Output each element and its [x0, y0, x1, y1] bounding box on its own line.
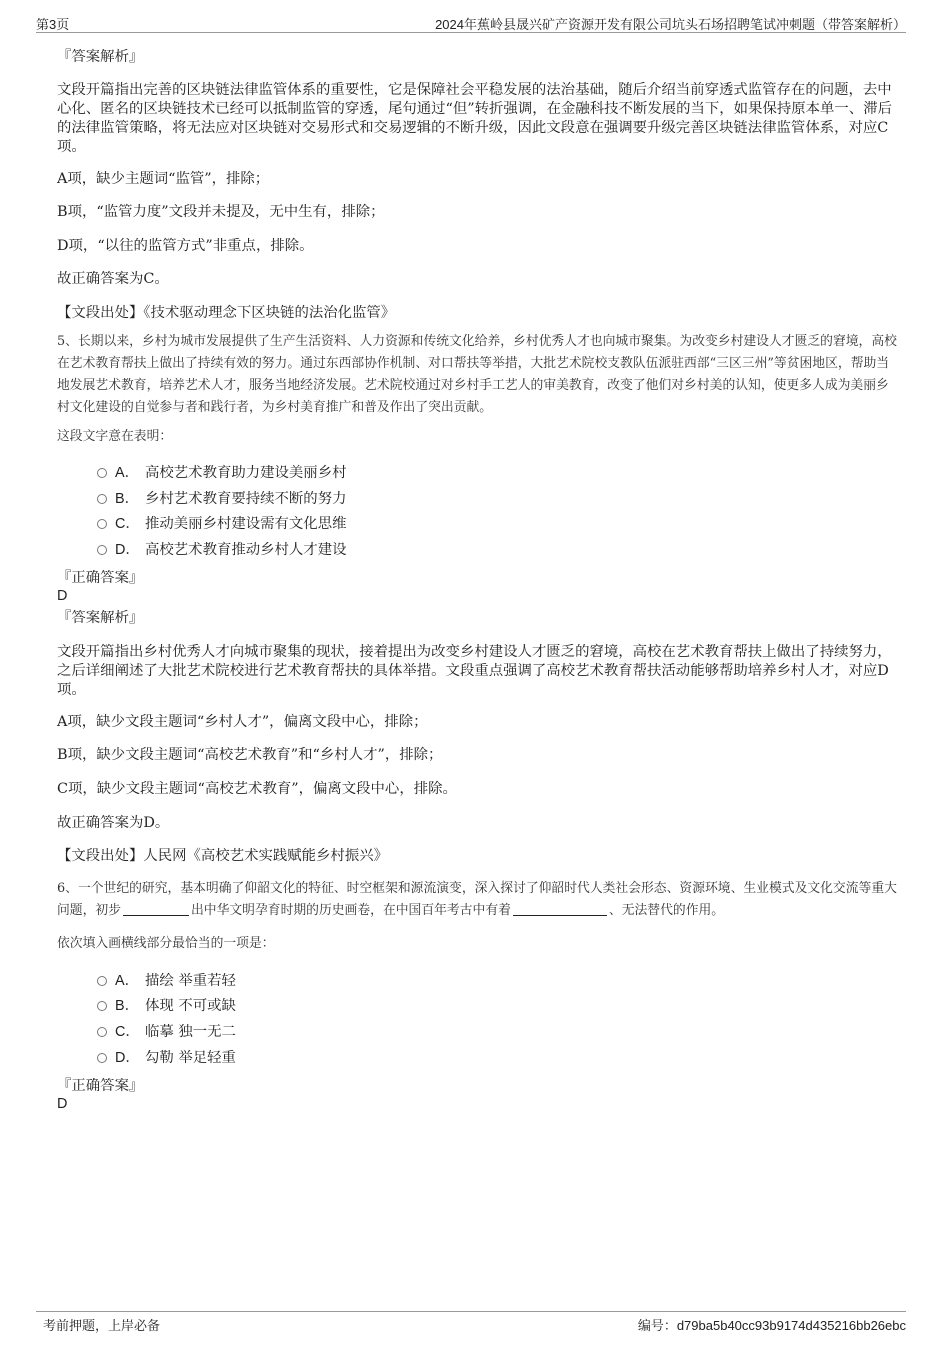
option-text: 描绘 举重若轻: [145, 973, 236, 989]
q5-option-b[interactable]: [97, 490, 346, 508]
q4-source: 【文段出处】《技术驱动理念下区块链的法治化监管》: [57, 305, 396, 321]
q5-option-c[interactable]: [97, 515, 346, 533]
radio-icon[interactable]: [97, 468, 107, 478]
option-letter: B．: [115, 491, 139, 507]
page-number: 第3页: [36, 17, 70, 32]
option-letter: C．: [115, 516, 140, 532]
radio-icon[interactable]: [97, 976, 107, 986]
q5-question-text: 5、长期以来，乡村为城市发展提供了生产生活资料、人力资源和传统文化给养，乡村优秀人才也向城市聚集。为改变乡村建设人才匮乏的窘境，高校在艺术教育帮扶上做出了持续有效的努力。通过东西部协作机制、对口帮扶等举措，大批艺术院校支教队伍派驻西部“三区三州”等贫困地区，帮助当地发展艺术教育，培养艺术人才，服务当地经济发展。艺术院校通过对乡村手工艺人的审美教育，改变了他们对乡村美的认知，使更多人成为美丽乡村文化建设的自觉参与者和践行者，为乡村美育推广和普及作出了突出贡献。: [57, 334, 897, 415]
q5-source: 【文段出处】人民网《高校艺术实践赋能乡村振兴》: [57, 848, 388, 864]
option-text: 体现 不可或缺: [145, 998, 236, 1014]
q5-analysis-text: 文段开篇指出乡村优秀人才向城市聚集的现状，接着提出为改变乡村建设人才匮乏的窘境，高校在艺术教育帮扶上做出了持续努力，之后详细阐述了大批艺术院校进行艺术教育帮扶的具体举措。文段重点强调了高校艺术教育帮扶活动能够帮助培养乡村人才，对应D项。: [57, 644, 892, 698]
q5-answer: D: [57, 588, 68, 604]
q5-conclusion: 故正确答案为D。: [57, 815, 170, 831]
q5-prompt: 这段文字意在表明：: [57, 429, 173, 444]
option-letter: D．: [115, 542, 140, 558]
q6-question-text: [57, 878, 897, 922]
option-letter: B．: [115, 998, 139, 1014]
q6-answer-label: 『正确答案』: [57, 1078, 144, 1094]
q6-option-a[interactable]: [97, 972, 236, 990]
option-text: 高校艺术教育推动乡村人才建设: [145, 542, 347, 558]
option-text: 临摹 独一无二: [145, 1024, 236, 1040]
option-letter: C．: [115, 1024, 140, 1040]
document-code: 编号：d79ba5b40cc93b9174d435216bb26ebc: [637, 1318, 906, 1333]
q6-answer: D: [57, 1096, 68, 1112]
q6-option-b[interactable]: [97, 997, 236, 1015]
fill-blank-2[interactable]: [513, 903, 607, 916]
q4-item-b: B项，“监管力度”文段并未提及，无中生有，排除；: [57, 204, 385, 220]
radio-icon[interactable]: [97, 545, 107, 555]
q5-answer-label: 『正确答案』: [57, 570, 144, 586]
radio-icon[interactable]: [97, 519, 107, 529]
q5-item-b: B项，缺少文段主题词“高校艺术教育”和“乡村人才”，排除；: [57, 747, 443, 763]
option-letter: A．: [115, 465, 139, 481]
q5-option-d[interactable]: [97, 541, 346, 559]
footer-slogan: 考前押题，上岸必备: [43, 1318, 161, 1333]
option-text: 高校艺术教育助力建设美丽乡村: [145, 465, 347, 481]
q6-prompt: 依次填入画横线部分最恰当的一项是：: [57, 936, 275, 951]
q4-conclusion: 故正确答案为C。: [57, 271, 169, 287]
radio-icon[interactable]: [97, 1001, 107, 1011]
option-text: 勾勒 举足轻重: [145, 1050, 236, 1066]
q5-option-a[interactable]: [97, 464, 346, 482]
q4-item-a: A项，缺少主题词“监管”，排除；: [57, 171, 270, 187]
q6-text-part1: 6、一个世纪的研究，基本明确了仰韶文化的特征、时空框架和源流演变，深入探讨了仰韶时代人类社会形态、资源环境、生业模式及文化交流等重大问题，初步: [57, 881, 897, 918]
page-header: [36, 14, 906, 33]
fill-blank-1[interactable]: [123, 903, 189, 916]
q4-item-d: D项，“以往的监管方式”非重点，排除。: [57, 238, 314, 254]
q4-analysis-text: 文段开篇指出完善的区块链法律监管体系的重要性，它是保障社会平稳发展的法治基础，随后介绍当前穿透式监管存在的问题，去中心化、匿名的区块链技术已经可以抵制监管的穿透，尾句通过“但”转折强调，在金融科技不断发展的当下，如果保持原本单一、滞后的法律监管策略，将无法应对区块链对交易形式和交易逻辑的不断升级，因此文段意在强调要升级完善区块链法律监管体系，对应C项。: [57, 82, 892, 155]
page-footer: [36, 1311, 906, 1334]
option-text: 乡村艺术教育要持续不断的努力: [145, 491, 347, 507]
q4-analysis-label: 『答案解析』: [57, 49, 144, 65]
q6-text-part3: 、无法替代的作用。: [608, 903, 725, 918]
option-text: 推动美丽乡村建设需有文化思维: [145, 516, 347, 532]
option-letter: D．: [115, 1050, 140, 1066]
q5-analysis-label: 『答案解析』: [57, 610, 144, 626]
q5-item-a: A项，缺少文段主题词“乡村人才”，偏离文段中心，排除；: [57, 714, 428, 730]
radio-icon[interactable]: [97, 494, 107, 504]
q6-option-d[interactable]: [97, 1049, 236, 1067]
option-letter: A．: [115, 973, 139, 989]
q5-item-c: C项，缺少文段主题词“高校艺术教育”，偏离文段中心，排除。: [57, 781, 457, 797]
radio-icon[interactable]: [97, 1027, 107, 1037]
radio-icon[interactable]: [97, 1053, 107, 1063]
document-title: 2024年蕉岭县晟兴矿产资源开发有限公司坑头石场招聘笔试冲刺题（带答案解析）: [435, 17, 906, 32]
q6-text-part2: 出中华文明孕育时期的历史画卷，在中国百年考古中有着: [190, 903, 511, 918]
q6-option-c[interactable]: [97, 1023, 236, 1041]
